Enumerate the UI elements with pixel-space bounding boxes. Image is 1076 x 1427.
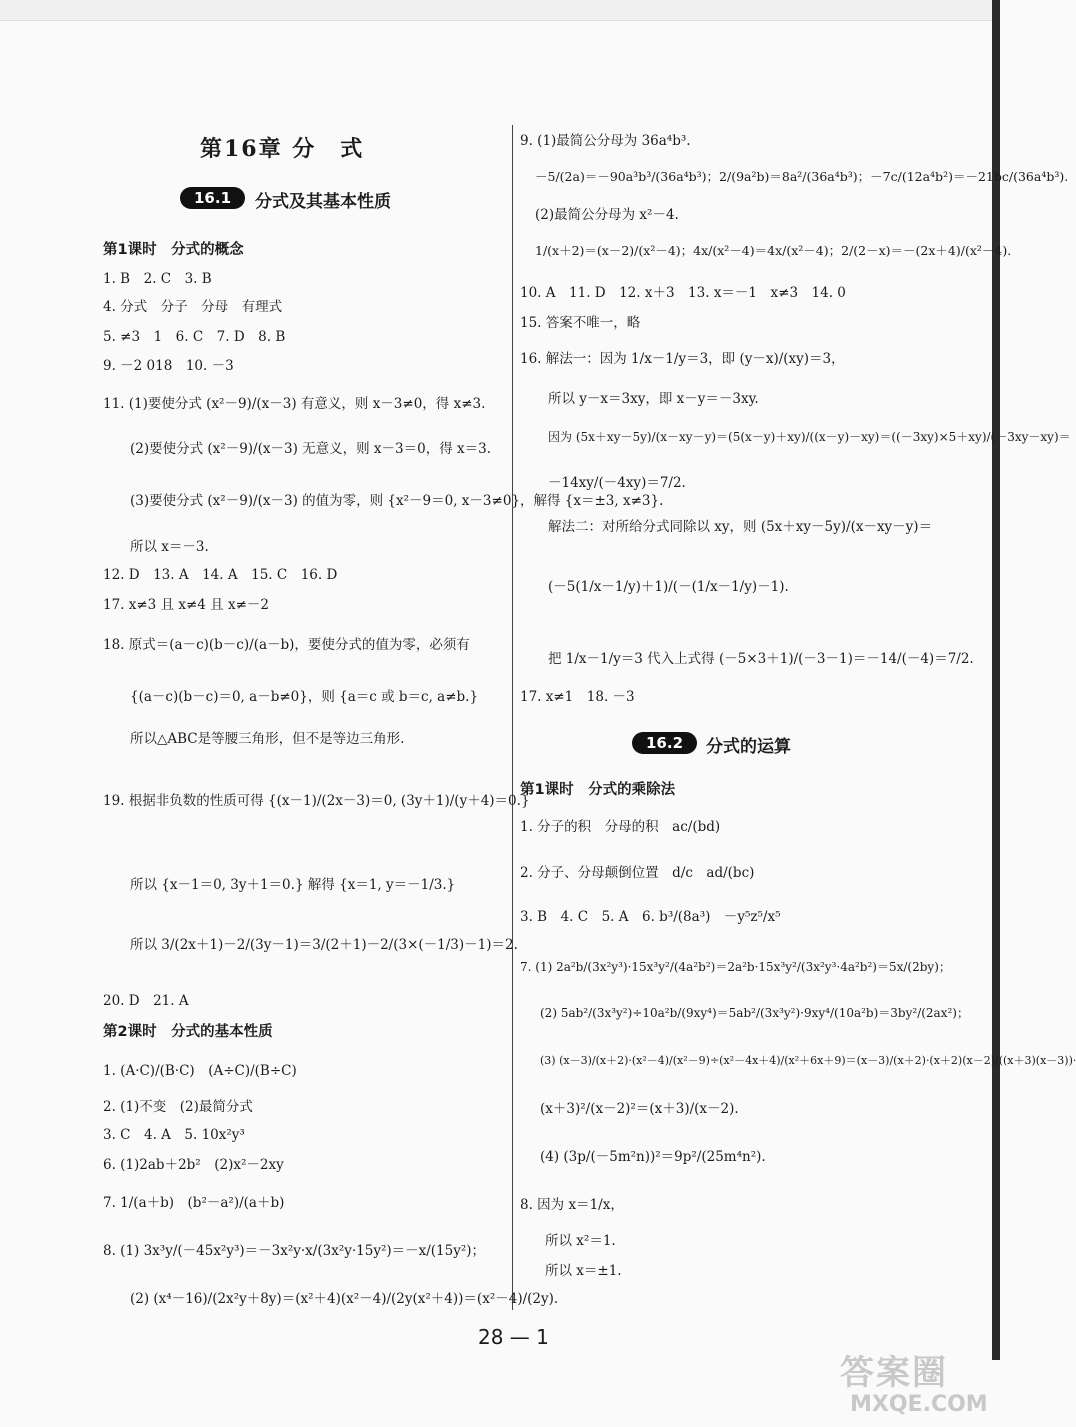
answer-line: (3) (x－3)/(x＋2)·(x²－4)/(x²－9)÷(x²－4x＋4)/(x²＋6x＋9)＝(x－3)/(x＋2)·(x＋2)(x－2)/((x＋3)(x－3))· bbox=[540, 1054, 1076, 1067]
answer-line: (4) (3p/(－5m²n))²＝9p²/(25m⁴n²). bbox=[540, 1149, 766, 1165]
answer-line: 所以 {x－1＝0, 3y＋1＝0.} 解得 {x＝1, y＝－1/3.} bbox=[130, 877, 456, 893]
section-title-16-2: 分式的运算 bbox=[706, 737, 791, 757]
answer-line: (3)要使分式 (x²－9)/(x－3) 的值为零，则 {x²－9＝0, x－3≠0}，解得 {x＝±3, x≠3}. bbox=[130, 493, 664, 509]
answer-line: (x＋3)²/(x－2)²＝(x＋3)/(x－2). bbox=[540, 1101, 739, 1117]
top-band bbox=[0, 0, 1000, 21]
answer-line: (2)要使分式 (x²－9)/(x－3) 无意义，则 x－3＝0，得 x＝3. bbox=[130, 441, 492, 457]
answer-line: 把 1/x－1/y＝3 代入上式得 (－5×3＋1)/(－3－1)＝－14/(－4)＝7/2. bbox=[548, 651, 974, 667]
lesson-title-3: 第1课时 分式的乘除法 bbox=[520, 782, 676, 798]
watermark-logo: 答案圈 bbox=[840, 1353, 948, 1393]
answer-line: －5/(2a)＝－90a³b³/(36a⁴b³)；2/(9a²b)＝8a²/(36a⁴b³)；－7c/(12a⁴b²)＝－21bc/(36a⁴b³). bbox=[535, 169, 1069, 184]
lesson-title-1: 第1课时 分式的概念 bbox=[103, 242, 244, 258]
answer-line: 7. (1) 2a²b/(3x²y³)·15x³y²/(4a²b²)＝2a²b·15x³y²/(3x²y³·4a²b²)＝5x/(2by)； bbox=[520, 960, 951, 974]
lesson-title-2: 第2课时 分式的基本性质 bbox=[103, 1024, 273, 1040]
page-edge-shadow bbox=[992, 0, 1000, 1360]
answer-line: (2) (x⁴－16)/(2x²y＋8y)＝(x²＋4)(x²－4)/(2y(x²＋4))＝(x²－4)/(2y). bbox=[130, 1291, 559, 1307]
answer-line: 9. (1)最简公分母为 36a⁴b³. bbox=[520, 133, 691, 149]
answer-line: 19. 根据非负数的性质可得 {(x－1)/(2x－3)＝0, (3y＋1)/(y＋4)＝0.} bbox=[103, 793, 530, 809]
answer-line: 所以 3/(2x＋1)－2/(3y－1)＝3/(2＋1)－2/(3×(－1/3)－1)＝2. bbox=[130, 937, 518, 953]
chapter-title: 第16章 分 式 bbox=[200, 136, 365, 162]
answer-line: 所以△ABC是等腰三角形，但不是等边三角形. bbox=[130, 731, 405, 747]
section-title-16-1: 分式及其基本性质 bbox=[255, 192, 391, 212]
answer-line: 10. A 11. D 12. x＋3 13. x＝－1 x≠3 14. 0 bbox=[520, 285, 846, 301]
answer-line: 所以 x²＝1. bbox=[545, 1233, 616, 1249]
answer-line: 5. ≠3 1 6. C 7. D 8. B bbox=[103, 329, 286, 345]
answer-line: 3. B 4. C 5. A 6. b³/(8a³) －y⁵z⁵/x⁵ bbox=[520, 909, 781, 925]
answer-line: 15. 答案不唯一，略 bbox=[520, 315, 641, 331]
answer-line: 17. x≠1 18. －3 bbox=[520, 689, 635, 705]
answer-line: (－5(1/x－1/y)＋1)/(－(1/x－1/y)－1). bbox=[548, 579, 789, 595]
answer-line: 4. 分式 分子 分母 有理式 bbox=[103, 299, 283, 315]
answer-line: 2. (1)不变 (2)最简分式 bbox=[103, 1099, 253, 1115]
answer-line: 7. 1/(a＋b) (b²－a²)/(a＋b) bbox=[103, 1195, 285, 1211]
answer-line: 所以 x＝－3. bbox=[130, 539, 209, 555]
answer-line: 1. 分子的积 分母的积 ac/(bd) bbox=[520, 819, 721, 835]
answer-line: 17. x≠3 且 x≠4 且 x≠－2 bbox=[103, 597, 269, 613]
answer-line: 12. D 13. A 14. A 15. C 16. D bbox=[103, 567, 338, 583]
answer-line: 所以 y－x＝3xy，即 x－y＝－3xy. bbox=[548, 391, 759, 407]
answer-line: 1. (A·C)/(B·C) (A÷C)/(B÷C) bbox=[103, 1063, 297, 1079]
answer-line: (2) 5ab²/(3x³y²)÷10a²b/(9xy⁴)＝5ab²/(3x³y²)·9xy⁴/(10a²b)＝3by²/(2ax²)； bbox=[540, 1006, 969, 1020]
page-number: 28 — 1 bbox=[478, 1325, 549, 1349]
answer-line: 1. B 2. C 3. B bbox=[103, 271, 212, 287]
answer-line: (2)最简公分母为 x²－4. bbox=[535, 207, 679, 223]
column-divider bbox=[512, 125, 513, 1310]
watermark-url: MXQE.COM bbox=[850, 1392, 988, 1417]
answer-line: 20. D 21. A bbox=[103, 993, 189, 1009]
answer-line: 1/(x＋2)＝(x－2)/(x²－4)；4x/(x²－4)＝4x/(x²－4)；2/(2－x)＝－(2x＋4)/(x²－4). bbox=[535, 243, 1012, 258]
answer-line: 9. －2 018 10. －3 bbox=[103, 358, 234, 374]
answer-line: 解法二：对所给分式同除以 xy，则 (5x＋xy－5y)/(x－xy－y)＝ bbox=[548, 519, 933, 535]
answer-line: 2. 分子、分母颠倒位置 d/c ad/(bc) bbox=[520, 865, 755, 881]
answer-line: －14xy/(－4xy)＝7/2. bbox=[548, 475, 686, 491]
answer-line: 所以 x＝±1. bbox=[545, 1263, 622, 1279]
answer-line: 3. C 4. A 5. 10x²y³ bbox=[103, 1127, 245, 1143]
section-badge-16-2: 16.2 bbox=[632, 732, 697, 754]
answer-line: 8. (1) 3x³y/(－45x²y³)＝－3x²y·x/(3x²y·15y²)＝－x/(15y²)； bbox=[103, 1243, 486, 1259]
answer-line: {(a－c)(b－c)＝0, a－b≠0}，则 {a＝c 或 b＝c, a≠b.} bbox=[130, 689, 479, 705]
answer-line: 18. 原式＝(a－c)(b－c)/(a－b)，要使分式的值为零，必须有 bbox=[103, 637, 470, 653]
answer-line: 11. (1)要使分式 (x²－9)/(x－3) 有意义，则 x－3≠0，得 x≠3. bbox=[103, 396, 486, 412]
section-badge-16-1: 16.1 bbox=[180, 187, 245, 209]
answer-line: 8. 因为 x＝1/x， bbox=[520, 1197, 624, 1213]
answer-line: 16. 解法一：因为 1/x－1/y＝3，即 (y－x)/(xy)＝3， bbox=[520, 351, 845, 367]
answer-line: 6. (1)2ab＋2b² (2)x²－2xy bbox=[103, 1157, 284, 1173]
answer-line: 因为 (5x＋xy－5y)/(x－xy－y)＝(5(x－y)＋xy)/((x－y)－xy)＝((－3xy)×5＋xy)/(－3xy－xy)＝ bbox=[548, 430, 1071, 444]
